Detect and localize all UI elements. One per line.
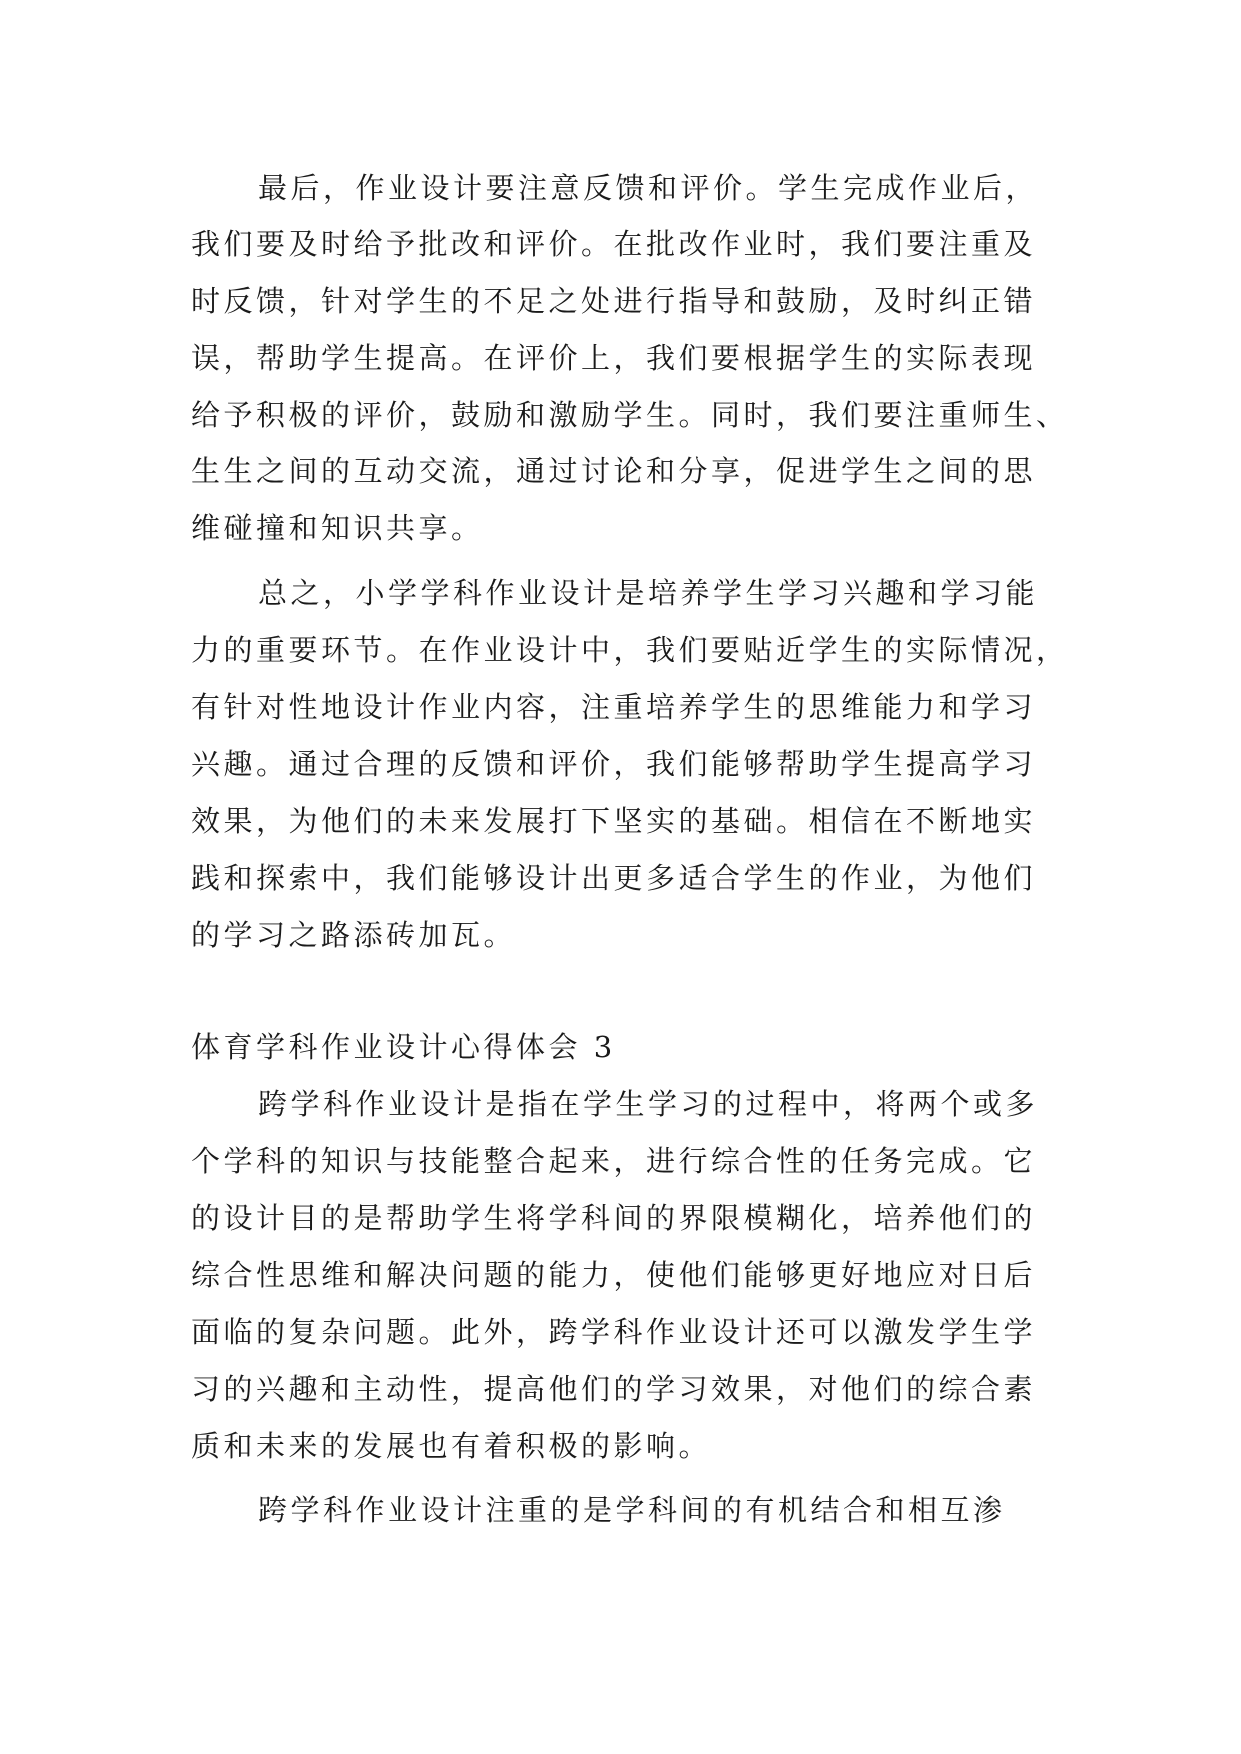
text-line: 践和探索中，我们能够设计出更多适合学生的作业，为他们 — [191, 861, 1037, 895]
text-line: 习的兴趣和主动性，提高他们的学习效果，对他们的综合素 — [191, 1372, 1037, 1406]
text-line: 生生之间的互动交流，通过讨论和分享，促进学生之间的思 — [191, 454, 1037, 488]
text-line: 的设计目的是帮助学生将学科间的界限模糊化，培养他们的 — [191, 1201, 1037, 1235]
section-heading: 体育学科作业设计心得体会 3 — [191, 1030, 616, 1064]
text-line: 质和未来的发展也有着积极的影响。 — [191, 1429, 712, 1463]
text-line: 兴趣。通过合理的反馈和评价，我们能够帮助学生提高学习 — [191, 747, 1037, 781]
text-line: 效果，为他们的未来发展打下坚实的基础。相信在不断地实 — [191, 804, 1037, 838]
text-line: 给予积极的评价，鼓励和激励学生。同时，我们要注重师生、 — [191, 398, 1069, 432]
text-line: 我们要及时给予批改和评价。在批改作业时，我们要注重及 — [191, 227, 1037, 261]
text-line: 力的重要环节。在作业设计中，我们要贴近学生的实际情况， — [191, 633, 1069, 667]
text-line: 个学科的知识与技能整合起来，进行综合性的任务完成。它 — [191, 1144, 1037, 1178]
text-line: 跨学科作业设计注重的是学科间的有机结合和相互渗 — [258, 1493, 1006, 1527]
text-line: 维碰撞和知识共享。 — [191, 511, 484, 545]
text-line: 面临的复杂问题。此外，跨学科作业设计还可以激发学生学 — [191, 1315, 1037, 1349]
text-line: 最后，作业设计要注意反馈和评价。学生完成作业后， — [258, 171, 1039, 205]
text-line: 有针对性地设计作业内容，注重培养学生的思维能力和学习 — [191, 690, 1037, 724]
text-line: 的学习之路添砖加瓦。 — [191, 918, 517, 952]
text-line: 总之，小学学科作业设计是培养学生学习兴趣和学习能 — [258, 576, 1039, 610]
text-line: 跨学科作业设计是指在学生学习的过程中，将两个或多 — [258, 1087, 1039, 1121]
text-line: 误，帮助学生提高。在评价上，我们要根据学生的实际表现 — [191, 341, 1037, 375]
text-line: 时反馈，针对学生的不足之处进行指导和鼓励，及时纠正错 — [191, 284, 1037, 318]
text-line: 综合性思维和解决问题的能力，使他们能够更好地应对日后 — [191, 1258, 1037, 1292]
